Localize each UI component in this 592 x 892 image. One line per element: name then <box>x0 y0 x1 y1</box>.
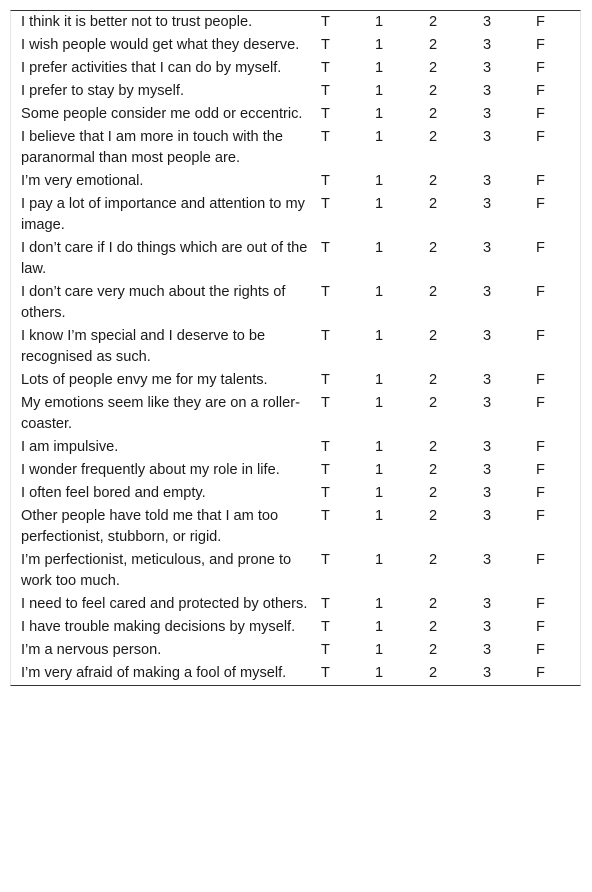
option-1: 1 <box>375 439 384 455</box>
option-1: 1 <box>375 596 384 612</box>
table-row <box>11 325 580 369</box>
option-f: F <box>536 395 545 411</box>
option-1: 1 <box>375 485 384 501</box>
option-1: 1 <box>375 328 384 344</box>
option-t: T <box>321 439 330 455</box>
table-row <box>11 80 580 103</box>
option-2: 2 <box>429 552 438 568</box>
option-t: T <box>321 642 330 658</box>
table-row <box>11 11 580 34</box>
option-2: 2 <box>429 508 438 524</box>
table-row <box>11 193 580 237</box>
option-f: F <box>536 106 545 122</box>
item-text: I prefer to stay by myself. <box>21 83 185 99</box>
option-1: 1 <box>375 665 384 681</box>
option-1: 1 <box>375 642 384 658</box>
option-1: 1 <box>375 284 384 300</box>
option-f: F <box>536 14 545 30</box>
option-f: F <box>536 665 545 681</box>
option-2: 2 <box>429 173 438 189</box>
option-1: 1 <box>375 173 384 189</box>
item-text: I’m a nervous person. <box>21 642 162 658</box>
item-text: I’m perfectionist, meticulous, and prone to work too much. <box>21 552 292 589</box>
item-text: I need to feel cared and protected by others. <box>21 596 308 612</box>
option-2: 2 <box>429 83 438 99</box>
option-t: T <box>321 395 330 411</box>
item-text: I think it is better not to trust people. <box>21 14 253 30</box>
option-2: 2 <box>429 485 438 501</box>
option-f: F <box>536 372 545 388</box>
option-3: 3 <box>483 642 492 658</box>
item-text: Lots of people envy me for my talents. <box>21 372 268 388</box>
item-text: I wish people would get what they deserve. <box>21 37 300 53</box>
option-2: 2 <box>429 106 438 122</box>
option-1: 1 <box>375 129 384 145</box>
option-t: T <box>321 665 330 681</box>
option-1: 1 <box>375 395 384 411</box>
table-row <box>11 639 580 662</box>
table-row <box>11 237 580 281</box>
option-f: F <box>536 619 545 635</box>
option-f: F <box>536 37 545 53</box>
option-f: F <box>536 173 545 189</box>
table-row <box>11 616 580 639</box>
option-2: 2 <box>429 642 438 658</box>
option-t: T <box>321 619 330 635</box>
option-f: F <box>536 196 545 212</box>
questionnaire-table <box>11 11 580 685</box>
option-t: T <box>321 60 330 76</box>
option-2: 2 <box>429 328 438 344</box>
table-row <box>11 281 580 325</box>
option-t: T <box>321 14 330 30</box>
option-3: 3 <box>483 196 492 212</box>
option-2: 2 <box>429 284 438 300</box>
option-3: 3 <box>483 485 492 501</box>
option-3: 3 <box>483 508 492 524</box>
option-2: 2 <box>429 665 438 681</box>
option-t: T <box>321 37 330 53</box>
table-row <box>11 126 580 170</box>
option-3: 3 <box>483 596 492 612</box>
option-f: F <box>536 240 545 256</box>
option-3: 3 <box>483 106 492 122</box>
option-f: F <box>536 596 545 612</box>
option-t: T <box>321 284 330 300</box>
option-3: 3 <box>483 173 492 189</box>
item-text: I don’t care very much about the rights of others. <box>21 284 286 321</box>
option-1: 1 <box>375 462 384 478</box>
item-text: I pay a lot of importance and attention to my image. <box>21 196 305 233</box>
option-1: 1 <box>375 106 384 122</box>
option-t: T <box>321 462 330 478</box>
option-f: F <box>536 462 545 478</box>
questionnaire-table-frame <box>10 10 581 686</box>
option-3: 3 <box>483 372 492 388</box>
item-text: I’m very emotional. <box>21 173 144 189</box>
option-t: T <box>321 372 330 388</box>
item-text: I prefer activities that I can do by myself. <box>21 60 282 76</box>
option-t: T <box>321 240 330 256</box>
item-text: I don’t care if I do things which are out of the law. <box>21 240 308 277</box>
option-3: 3 <box>483 240 492 256</box>
table-row <box>11 392 580 436</box>
item-text: Other people have told me that I am too perfectionist, stubborn, or rigid. <box>21 508 279 545</box>
table-row <box>11 369 580 392</box>
item-text: I am impulsive. <box>21 439 119 455</box>
option-3: 3 <box>483 129 492 145</box>
item-text: I often feel bored and empty. <box>21 485 206 501</box>
option-t: T <box>321 596 330 612</box>
option-3: 3 <box>483 83 492 99</box>
option-2: 2 <box>429 596 438 612</box>
option-3: 3 <box>483 60 492 76</box>
option-3: 3 <box>483 462 492 478</box>
option-f: F <box>536 439 545 455</box>
option-2: 2 <box>429 240 438 256</box>
option-1: 1 <box>375 60 384 76</box>
option-f: F <box>536 129 545 145</box>
questionnaire-rows <box>11 11 580 685</box>
option-f: F <box>536 284 545 300</box>
option-t: T <box>321 106 330 122</box>
option-f: F <box>536 485 545 501</box>
option-f: F <box>536 328 545 344</box>
option-f: F <box>536 508 545 524</box>
option-3: 3 <box>483 395 492 411</box>
option-f: F <box>536 83 545 99</box>
option-t: T <box>321 508 330 524</box>
option-2: 2 <box>429 196 438 212</box>
option-f: F <box>536 552 545 568</box>
option-2: 2 <box>429 129 438 145</box>
item-text: I believe that I am more in touch with the paranormal than most people are. <box>21 129 284 166</box>
option-t: T <box>321 328 330 344</box>
item-text: I’m very afraid of making a fool of myself. <box>21 665 287 681</box>
option-3: 3 <box>483 328 492 344</box>
option-1: 1 <box>375 240 384 256</box>
option-1: 1 <box>375 619 384 635</box>
table-row <box>11 436 580 459</box>
option-t: T <box>321 196 330 212</box>
option-2: 2 <box>429 37 438 53</box>
option-1: 1 <box>375 37 384 53</box>
option-2: 2 <box>429 372 438 388</box>
table-row <box>11 593 580 616</box>
option-2: 2 <box>429 14 438 30</box>
option-f: F <box>536 60 545 76</box>
option-2: 2 <box>429 619 438 635</box>
option-t: T <box>321 173 330 189</box>
item-text: Some people consider me odd or eccentric. <box>21 106 303 122</box>
table-row <box>11 57 580 80</box>
table-row <box>11 662 580 685</box>
option-3: 3 <box>483 552 492 568</box>
option-2: 2 <box>429 60 438 76</box>
option-3: 3 <box>483 665 492 681</box>
option-2: 2 <box>429 462 438 478</box>
option-t: T <box>321 129 330 145</box>
item-text: My emotions seem like they are on a roller-coaster. <box>21 395 301 432</box>
item-text: I wonder frequently about my role in life. <box>21 462 280 478</box>
option-2: 2 <box>429 395 438 411</box>
option-1: 1 <box>375 372 384 388</box>
option-1: 1 <box>375 14 384 30</box>
option-3: 3 <box>483 14 492 30</box>
table-row <box>11 549 580 593</box>
table-row <box>11 34 580 57</box>
item-text: I have trouble making decisions by myself. <box>21 619 296 635</box>
option-3: 3 <box>483 284 492 300</box>
option-3: 3 <box>483 37 492 53</box>
table-row <box>11 103 580 126</box>
table-row <box>11 170 580 193</box>
item-text: I know I’m special and I deserve to be recognised as such. <box>21 328 266 365</box>
option-t: T <box>321 552 330 568</box>
table-row <box>11 482 580 505</box>
option-f: F <box>536 642 545 658</box>
option-t: T <box>321 83 330 99</box>
option-3: 3 <box>483 439 492 455</box>
option-1: 1 <box>375 552 384 568</box>
option-t: T <box>321 485 330 501</box>
table-row <box>11 459 580 482</box>
option-1: 1 <box>375 508 384 524</box>
table-row <box>11 505 580 549</box>
option-1: 1 <box>375 83 384 99</box>
option-3: 3 <box>483 619 492 635</box>
option-2: 2 <box>429 439 438 455</box>
option-1: 1 <box>375 196 384 212</box>
